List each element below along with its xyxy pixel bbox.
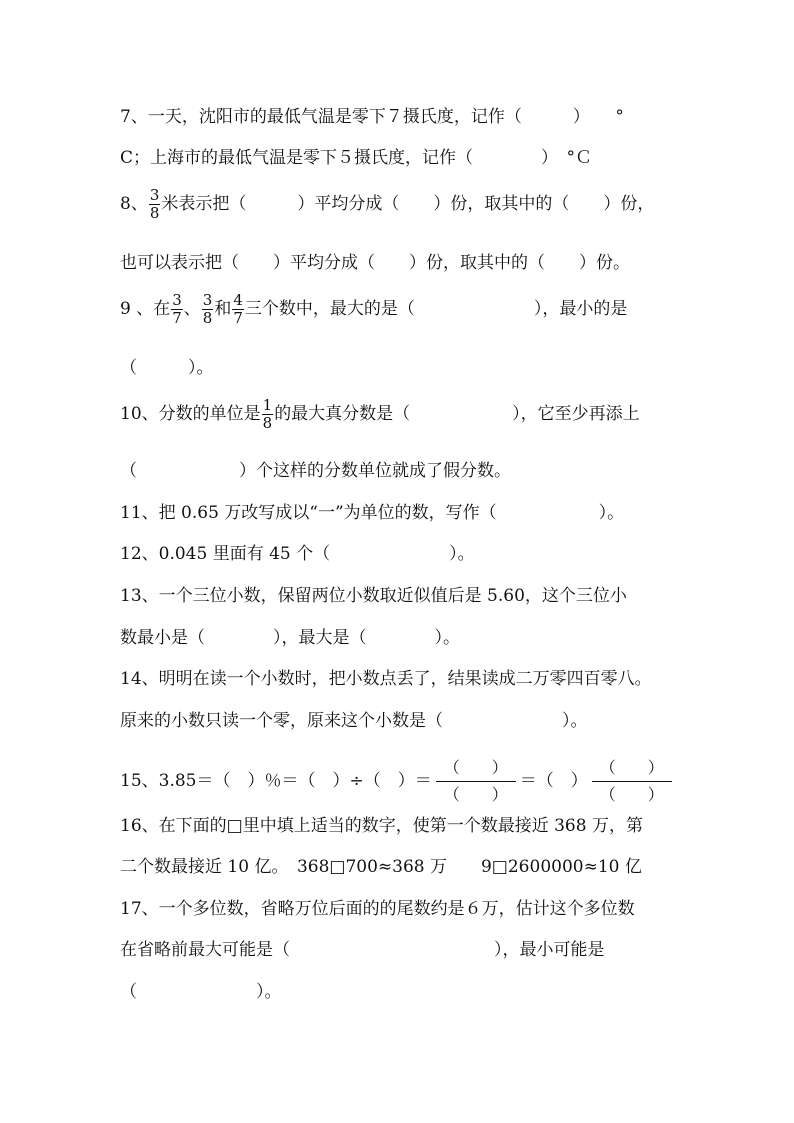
- question-7-line-2: C；上海市的最低气温是零下５摄氏度，记作（ ） °Ｃ: [120, 148, 593, 168]
- question-10-number: 10、分数的单位是: [120, 404, 261, 424]
- question-15-text: 15、3.85＝（ ）％＝（ ）÷（ ）＝: [120, 771, 432, 791]
- fraction-denominator: 8: [149, 204, 160, 222]
- fraction-denominator: 7: [172, 309, 182, 327]
- question-8-line-2: 也可以表示把（ ）平均分成（ ）份，取其中的（ ）份。: [120, 253, 630, 273]
- question-11: 11、把 0.65 万改写成以“一”为单位的数，写作（ ）。: [120, 503, 625, 523]
- question-8-number: 8、: [120, 194, 148, 214]
- separator: 、: [183, 299, 201, 319]
- question-9-text: 三个数中，最大的是（ ），最小的是: [244, 299, 628, 319]
- question-17-line-3: （ ）。: [120, 982, 282, 1002]
- fraction-denominator: 7: [233, 309, 243, 327]
- question-15: [120, 760, 676, 803]
- question-16-line-1: 16、在下面的□里中填上适当的数字，使第一个数最接近 368 万，第: [120, 816, 643, 836]
- question-14-line-2: 原来的小数只读一个零，原来这个小数是（ ）。: [120, 711, 588, 731]
- fraction-3-8: [202, 293, 214, 326]
- question-9-number: 9 、在: [120, 299, 171, 319]
- question-10-text: 的最大真分数是（ ），它至少再添上: [274, 404, 640, 424]
- question-10-line-1: [120, 398, 640, 431]
- fraction-numerator-blank: （ ）: [592, 760, 672, 782]
- separator: 和: [214, 299, 232, 319]
- fraction-numerator: 1: [262, 396, 273, 414]
- question-8-text: 米表示把（ ）平均分成（ ）份，取其中的（ ）份，: [161, 194, 655, 214]
- question-7-line-1: 7、一天，沈阳市的最低气温是零下７摄氏度，记作（ ） °: [120, 107, 624, 127]
- question-13-line-2: 数最小是（ ），最大是（ ）。: [120, 628, 460, 648]
- question-12: 12、0.045 里面有 45 个（ ）。: [120, 544, 475, 564]
- question-14-line-1: 14、明明在读一个小数时，把小数点丢了，结果读成二万零四百零八。: [120, 669, 652, 689]
- fraction-denominator: 8: [262, 414, 273, 432]
- fraction-numerator-blank: （ ）: [436, 760, 516, 782]
- blank-fraction: [436, 760, 516, 803]
- question-9-line-2: （ ）。: [120, 358, 214, 378]
- fraction-numerator: 3: [149, 186, 160, 204]
- fraction-denominator-blank: （ ）: [599, 785, 664, 804]
- blank-fraction: [592, 760, 672, 803]
- fraction-denominator: 8: [202, 309, 213, 327]
- fraction-numerator: 4: [233, 291, 243, 309]
- question-16-line-2: 二个数最接近 10 亿。 368□700≈368 万 9□2600000≈10 亿: [120, 857, 642, 877]
- fraction-denominator-blank: （ ）: [443, 785, 508, 804]
- fraction-3-8: [149, 188, 161, 221]
- question-17-line-1: 17、一个多位数，省略万位后面的的尾数约是６万，估计这个多位数: [120, 899, 635, 919]
- question-13-line-1: 13、一个三位小数，保留两位小数取近似值后是 5.60，这个三位小: [120, 586, 627, 606]
- question-17-line-2: 在省略前最大可能是（ ），最小可能是: [120, 940, 605, 960]
- question-9-line-1: [120, 293, 627, 326]
- fraction-numerator: 3: [172, 291, 182, 309]
- question-15-mid: ＝（ ）: [519, 771, 588, 791]
- fraction-4-7: [232, 293, 244, 326]
- question-10-line-2: （ ）个这样的分数单位就成了假分数。: [120, 461, 511, 481]
- fraction-numerator: 3: [202, 291, 213, 309]
- fraction-3-7: [171, 293, 183, 326]
- fraction-1-8: [262, 398, 274, 431]
- question-8-line-1: [120, 188, 654, 221]
